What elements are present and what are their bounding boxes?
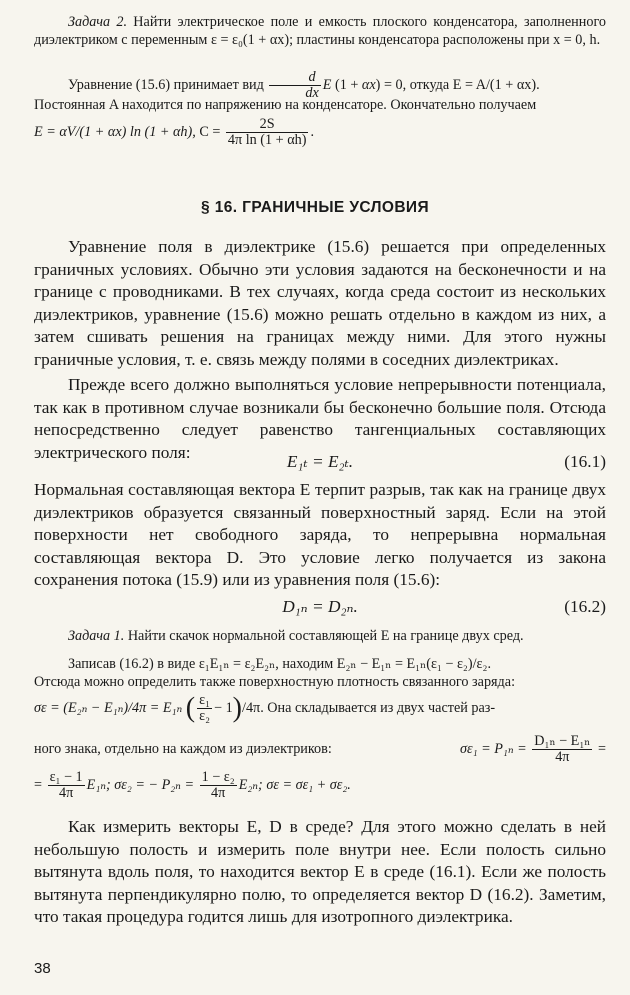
page-number: 38	[34, 960, 51, 977]
line5-end: E₂ₙ; σε = σε₁ + σε₂.	[238, 777, 351, 793]
fraction-eps1-den: 4π	[58, 785, 74, 802]
task1-line-2: Отсюда можно определить также поверхностную плотность связанного заряда:	[34, 674, 516, 690]
fraction-eps2	[200, 770, 237, 801]
left-paren: (	[185, 692, 196, 724]
capacitance-denominator: 4π ln (1 + αh)	[227, 132, 307, 148]
equation-16-2	[34, 597, 606, 621]
equation-16-1-number: (16.1)	[564, 452, 606, 471]
sigma1-den: 4π	[555, 749, 570, 766]
paragraph-2: Прежде всего должно выполняться условие непрерывности потенциала, так как в противном случае возникали бы бесконечно большие поля. Отсюда непосредственно следует равенство тангенциальных составляющих электрического поля:	[34, 375, 606, 462]
task2-solution-line: Уравнение (15.6) принимает вид $\frac{d}{dx}$ E (1 + αx) = 0, откуда E = A/(1 + αx).	[68, 69, 540, 101]
fraction-eps2-num: 1 − ε₂	[201, 769, 235, 786]
task1-line-4	[34, 732, 606, 766]
right-paren: )	[232, 692, 242, 724]
task1-line-3-tail: /4π. Она складывается из двух частей раз-	[242, 700, 496, 716]
minus-one: − 1	[214, 700, 233, 716]
task1-label: Задача 1.	[68, 628, 125, 644]
sigma1-equals: =	[597, 741, 606, 757]
paragraph-1: Уравнение поля в диэлектрике (15.6) решается при определенных граничных условиях. Обычно эти условия задаются на бесконечности и на границе с проводниками. В тех случаях, когда среда состоит из нескольких диэлектриков, уравнение (15.6) можно решать отдельно в каждом из них, а затем сшивать решения на границах между ними. Для этого нужны граничные условия, т. е. связь между полями в соседних диэлектриках.	[34, 237, 606, 369]
sigma1-num: D₁ₙ − E₁ₙ	[534, 733, 591, 750]
task1-statement	[34, 628, 606, 646]
line5-equals: =	[34, 777, 43, 793]
equation-16-2-number: (16.2)	[564, 597, 606, 616]
fraction-eps1-num: ε₁ − 1	[49, 769, 83, 786]
equation-16-1-formula: E₁ₜ = E₂ₜ.	[286, 452, 354, 471]
derivative-expr: E	[322, 76, 332, 93]
epsilon-ratio-den: ε₂	[199, 708, 211, 725]
epsilon-ratio	[197, 693, 212, 724]
sigma1-fraction	[532, 734, 592, 765]
task2-solution-intro: Уравнение (15.6) принимает вид	[68, 76, 264, 93]
paragraph-3: Нормальная составляющая вектора E терпит разрыв, так как на границе двух диэлектриков образуется связанный поверхностный заряд. Если на этой поверхности нет свободного заряда, то непрерывна нормальная составляющая вектора D. Это условие легко получается из закона сохранения потока (15.9) или из уравнения поля (15.6):	[34, 480, 606, 590]
sigma1-expression	[460, 732, 606, 766]
capacitance-fraction	[226, 117, 309, 148]
task1-line-1: Записав (16.2) в виде ε₁E₁ₙ = ε₂E₂ₙ, находим E₂ₙ − E₁ₙ = E₁ₙ(ε₁ − ε₂)/ε₂.	[68, 656, 491, 672]
task2-solution-after: откуда E = A/(1 + αx).	[409, 76, 540, 93]
equation-16-2-formula: D₁ₙ = D₂ₙ.	[282, 597, 358, 616]
fraction-eps1	[48, 770, 85, 801]
task1-line-4-text: ного знака, отдельно на каждом из диэлектриков:	[34, 741, 332, 757]
task2-label: Задача 2.	[68, 14, 127, 30]
equation-16-1	[34, 452, 606, 476]
task2-solution-body: Постоянная A находится по напряжению на конденсаторе. Окончательно получаем	[34, 97, 537, 113]
capacitance-numerator: 2S	[226, 117, 309, 133]
section-title: § 16. ГРАНИЧНЫЕ УСЛОВИЯ	[200, 199, 430, 216]
task1-line-3	[34, 688, 606, 728]
task2-result-c-lhs: C =	[199, 123, 221, 140]
paragraph-4: Как измерить векторы E, D в среде? Для этого можно сделать в ней небольшую полость и измерить поле внутри нее. Если полость сильно вытянута вдоль поля, то находится вектор E в среде (16.1). Если же полость вытянута перпендикулярно полю, то определяется вектор D (16.2). Заметим, что такая процедура годится лишь для изотропного диэлектрика.	[34, 817, 606, 927]
fraction-eps2-den: 4π	[211, 785, 226, 802]
sigma-expression: σε = (E₂ₙ − E₁ₙ)/4π = E₁ₙ	[34, 700, 183, 716]
task2-statement	[34, 14, 606, 49]
task1-text: Найти скачок нормальной составляющей E на границе двух сред.	[127, 628, 524, 644]
derivative-operator: $\frac{d}{dx}$	[269, 70, 320, 101]
task1-line-5	[34, 768, 606, 802]
task2-text: Найти электрическое поле и емкость плоского конденсатора, заполненного диэлектриком с переменным ε = ε₀(1 + αx); пластины конденсатора расположены при x = 0, h.	[34, 14, 607, 48]
epsilon-ratio-num: ε₁	[199, 692, 211, 709]
task2-result: E = αV/(1 + αx) ln (1 + αh), C = $\frac{2S}{\text{4π ln (1 + αh)}}$ .	[34, 116, 314, 148]
sigma1-lhs: σε₁ = P₁ₙ =	[460, 741, 527, 757]
task2-result-e: E = αV/(1 + αx) ln (1 + αh),	[34, 123, 196, 140]
line5-middle: E₁ₙ; σε₂ = − P₂ₙ =	[86, 777, 195, 793]
